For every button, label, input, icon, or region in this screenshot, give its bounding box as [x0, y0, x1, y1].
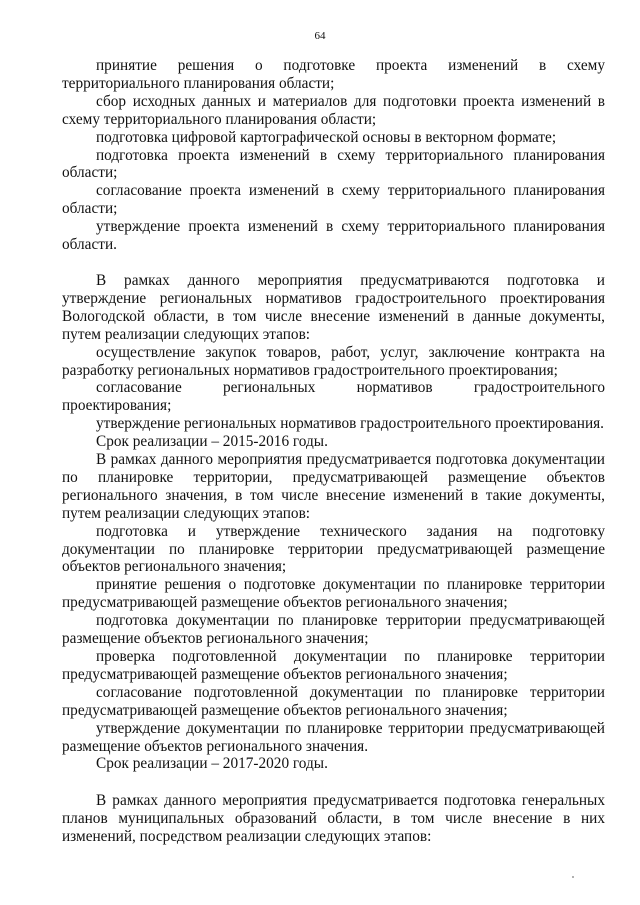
paragraph: В рамках данного мероприятия предусматриваются подготовка и утверждение региональных нормативов градостроительного проектирования Вологодской области, в том числе внесение изменений в данные документы, путем реализации следующих этапов: [62, 271, 605, 343]
paragraph: Срок реализации – 2017-2020 годы. [96, 755, 328, 773]
paragraph: подготовка проекта изменений в схему территориального планирования области; [62, 146, 605, 182]
paragraph: утверждение региональных нормативов градостроительного проектирования. [96, 415, 604, 433]
paragraph: утверждение проекта изменений в схему территориального планирования области. [62, 218, 605, 254]
document-body [62, 57, 605, 846]
paragraph: согласование проекта изменений в схему территориального планирования области; [62, 182, 605, 218]
page-number: 64 [314, 30, 326, 42]
scan-speck [572, 876, 574, 878]
paragraph: В рамках данного мероприятия предусматривается подготовка генеральных планов муниципальных образований области, в том числе внесение в них изменений, посредством реализации следующих этапов: [62, 792, 605, 846]
paragraph: осуществление закупок товаров, работ, услуг, заключение контракта на разработку региональных нормативов градостроительного проектирования; [62, 343, 605, 379]
paragraph: В рамках данного мероприятия предусматривается подготовка документации по планировке территории, предусматривающей размещение объектов регионального значения, в том числе внесение изменений в такие документы, путем реализации следующих этапов: [62, 451, 605, 522]
paragraph: подготовка документации по планировке территории предусматривающей размещение объектов регионального значения; [62, 612, 605, 648]
paragraph: утверждение документации по планировке территории предусматривающей размещение объектов регионального значения. [62, 719, 605, 755]
paragraph: принятие решения о подготовке документации по планировке территории предусматривающей размещение объектов регионального значения; [62, 576, 605, 612]
paragraph: проверка подготовленной документации по планировке территории предусматривающей размещение объектов регионального значения; [62, 648, 605, 683]
paragraph: согласование подготовленной документации по планировке территории предусматривающей размещение объектов регионального значения; [62, 683, 605, 719]
paragraph: согласование региональных нормативов градостроительного проектирования; [62, 379, 605, 415]
paragraph: подготовка цифровой картографической основы в векторном формате; [96, 128, 557, 146]
paragraph: сбор исходных данных и материалов для подготовки проекта изменений в схему территориального планирования области; [62, 92, 605, 128]
paragraph: подготовка и утверждение технического задания на подготовку документации по планировке территории предусматривающей размещение объектов регионального значения; [62, 522, 605, 576]
paragraph: принятие решения о подготовке проекта изменений в схему территориального планирования области; [62, 57, 605, 92]
paragraph: Срок реализации – 2015-2016 годы. [96, 433, 328, 451]
